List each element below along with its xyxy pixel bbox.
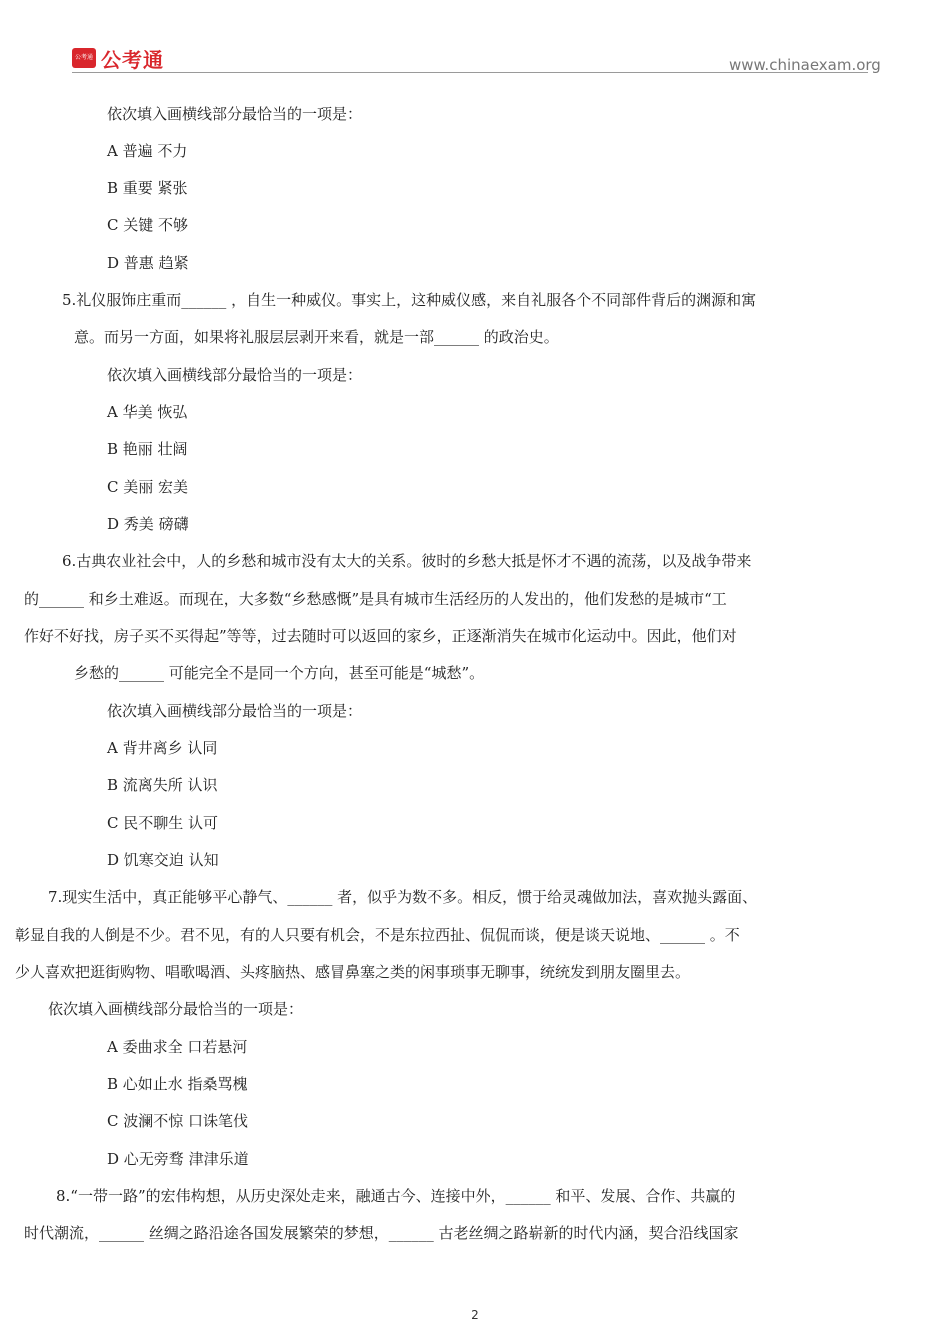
question-line: 的______ 和乡土难返。而现在，大多数“乡愁感慨”是具有城市生活经历的人发出的，他们发愁的是城市“工 xyxy=(24,590,727,608)
question-line: 彰显自我的人倒是不少。君不见，有的人只要有机会，不是东拉西扯、侃侃而谈，便是谈天说地、______ 。不 xyxy=(15,926,740,944)
logo-badge: 公考通 xyxy=(72,48,96,68)
question-line: 时代潮流，______ 丝绸之路沿途各国发展繁荣的梦想，______ 古老丝绸之路崭新的时代内涵，契合沿线国家 xyxy=(24,1224,739,1242)
instruction-line: 依次填入画横线部分最恰当的一项是： xyxy=(107,366,363,384)
question-line: 作好不好找，房子买不买得起”等等，过去随时可以返回的家乡，正逐渐消失在城市化运动中。因此，他们对 xyxy=(24,627,737,645)
option-line: B 流离失所 认识 xyxy=(107,776,218,794)
instruction-line: 依次填入画横线部分最恰当的一项是： xyxy=(48,1000,304,1018)
option-line: C 关键 不够 xyxy=(107,216,189,234)
question-line: 意。而另一方面，如果将礼服层层剥开来看，就是一部______ 的政治史。 xyxy=(74,328,559,346)
page-number: 2 xyxy=(471,1308,479,1322)
option-line: D 心无旁骛 津津乐道 xyxy=(107,1150,249,1168)
instruction-line: 依次填入画横线部分最恰当的一项是： xyxy=(107,702,363,720)
page-header xyxy=(0,0,950,100)
option-line: D 饥寒交迫 认知 xyxy=(107,851,219,869)
option-line: D 秀美 磅礴 xyxy=(107,515,189,533)
instruction-line: 依次填入画横线部分最恰当的一项是： xyxy=(107,105,363,123)
question-line: 6.古典农业社会中，人的乡愁和城市没有太大的关系。彼时的乡愁大抵是怀才不遇的流荡，以及战争带来 xyxy=(62,552,752,570)
option-line: D 普惠 趋紧 xyxy=(107,254,189,272)
option-line: A 背井离乡 认同 xyxy=(107,739,218,757)
option-line: C 波澜不惊 口诛笔伐 xyxy=(107,1112,249,1130)
option-line: B 重要 紧张 xyxy=(107,179,188,197)
question-line: 5.礼仪服饰庄重而______ ，自生一种威仪。事实上，这种威仪感，来自礼服各个不同部件背后的渊源和寓 xyxy=(62,291,757,309)
question-line: 8.“一带一路”的宏伟构想，从历史深处走来，融通古今、连接中外，______ 和平、发展、合作、共赢的 xyxy=(56,1187,736,1205)
option-line: A 委曲求全 口若悬河 xyxy=(107,1038,248,1056)
question-line: 7.现实生活中，真正能够平心静气、______ 者，似乎为数不多。相反，惯于给灵魂做加法，喜欢抛头露面、 xyxy=(48,888,758,906)
site-url: www.chinaexam.org xyxy=(729,56,881,74)
option-line: A 华美 恢弘 xyxy=(107,403,188,421)
option-line: A 普遍 不力 xyxy=(107,142,188,160)
option-line: C 民不聊生 认可 xyxy=(107,814,219,832)
question-line: 乡愁的______ 可能完全不是同一个方向，甚至可能是“城愁”。 xyxy=(74,664,485,682)
question-line: 少人喜欢把逛街购物、唱歌喝酒、头疼脑热、感冒鼻塞之类的闲事琐事无聊事，统统发到朋友圈里去。 xyxy=(15,963,691,981)
option-line: B 心如止水 指桑骂槐 xyxy=(107,1075,248,1093)
logo-text: 公考通 xyxy=(101,48,164,72)
option-line: B 艳丽 壮阔 xyxy=(107,440,188,458)
option-line: C 美丽 宏美 xyxy=(107,478,189,496)
